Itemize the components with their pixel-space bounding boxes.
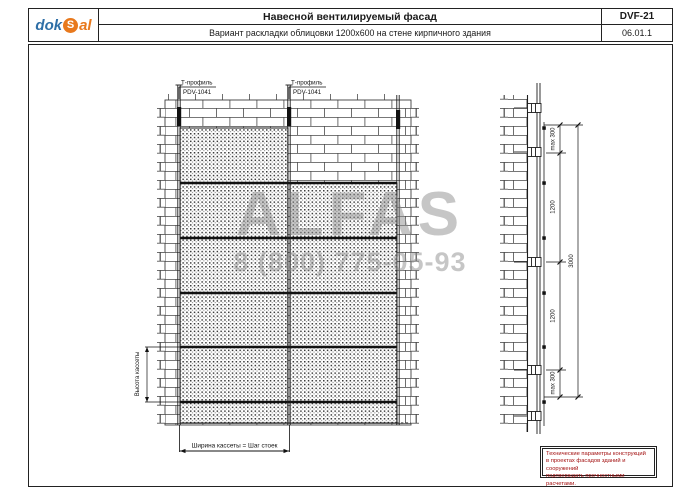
profile-label-2-line1: Т-профиль: [291, 79, 323, 87]
logo: [29, 9, 99, 41]
profile-splice-2: [287, 107, 291, 126]
watermark-brand: ALFAS: [235, 180, 465, 249]
note-line-3: подтверждать прочностными расчетами.: [546, 473, 625, 487]
side-view: [500, 83, 583, 434]
logo-s-icon: S: [63, 18, 78, 33]
logo-text-dok: dok: [35, 16, 63, 34]
front-view: [135, 80, 419, 454]
side-dim-max300-top: max 300: [550, 127, 557, 151]
cladding-panel-column-left: [180, 128, 288, 423]
side-brick-wall: [508, 95, 527, 432]
logo-text-al: al: [79, 16, 92, 34]
side-dim-1200-upper: 1200: [550, 200, 557, 214]
profile-label-2-line2: PDV-1041: [293, 89, 322, 96]
side-brick-toothing: [500, 95, 508, 432]
watermark-phone: 8 (800) 775-05-93: [233, 247, 467, 277]
dim-cassette-height-label: Высота кассеты: [135, 351, 141, 397]
cladding-panel-column-right: [290, 183, 397, 423]
brick-toothing-left: [157, 100, 165, 425]
dim-cassette-width-label: Ширина кассеты = Шаг стоек: [191, 442, 278, 450]
side-dim-max300-bottom: max 300: [550, 371, 557, 395]
note-line-1: Технические параметры конструкций: [546, 451, 646, 457]
profile-splice-3: [396, 110, 400, 129]
note-line-2: в проектах фасадов зданий и сооружений: [546, 458, 626, 472]
brick-toothing-right: [411, 100, 419, 425]
profile-splice-1: [177, 107, 181, 126]
side-dim-chain: [544, 123, 583, 400]
side-dim-overall-label: 3000: [569, 254, 575, 268]
note-text: [542, 448, 655, 487]
side-dim-1200-lower: 1200: [550, 309, 557, 323]
doc-subtitle: Вариант раскладки облицовки 1200x600 на стене кирпичного здания: [209, 28, 491, 38]
note-box: [540, 446, 657, 487]
side-dim-overall: [576, 123, 581, 400]
doc-title: Навесной вентилируемый фасад: [99, 9, 601, 25]
profile-label-1-line1: Т-профиль: [181, 79, 213, 87]
profile-label-1-line2: PDV-1041: [183, 89, 212, 96]
dim-cassette-width: [180, 425, 290, 453]
sheet-number: 06.01.1: [601, 25, 672, 41]
doc-code: DVF-21: [601, 9, 672, 25]
title-block: [28, 8, 673, 42]
